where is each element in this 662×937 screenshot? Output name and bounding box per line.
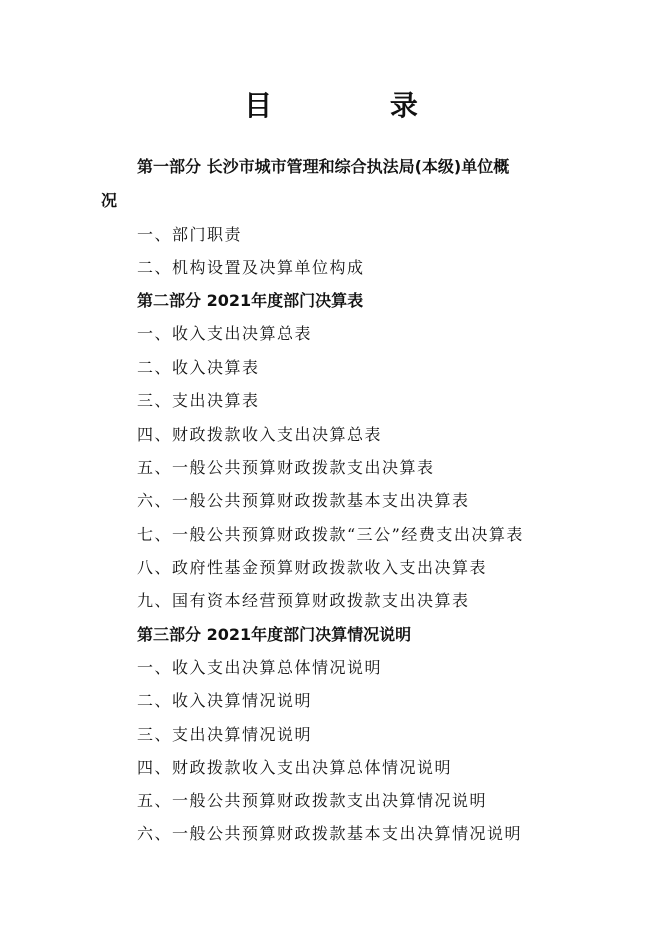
toc-item: 五、一般公共预算财政拨款支出决算情况说明 [137,791,488,810]
page-title: 目 录 [244,89,472,122]
toc-item: 二、收入决算情况说明 [137,691,313,710]
toc-item: 四、财政拨款收入支出决算总体情况说明 [137,758,453,777]
toc-item: 三、支出决算表 [137,391,260,410]
toc-item: 六、一般公共预算财政拨款基本支出决算表 [137,491,470,510]
toc-item: 五、一般公共预算财政拨款支出决算表 [137,458,435,477]
toc-item: 六、一般公共预算财政拨款基本支出决算情况说明 [137,824,523,843]
part3-heading: 第三部分 2021年度部门决算情况说明 [137,625,412,644]
toc-item: 三、支出决算情况说明 [137,725,313,744]
toc-item: 七、一般公共预算财政拨款“三公”经费支出决算表 [137,525,524,544]
toc-item: 二、机构设置及决算单位构成 [137,258,365,277]
part1-heading-line2: 况 [101,191,118,210]
toc-item: 一、收入支出决算总表 [137,324,313,343]
toc-item: 八、政府性基金预算财政拨款收入支出决算表 [137,558,488,577]
toc-item: 九、国有资本经营预算财政拨款支出决算表 [137,591,470,610]
toc-item: 二、收入决算表 [137,358,260,377]
toc-item: 一、收入支出决算总体情况说明 [137,658,383,677]
part2-heading: 第二部分 2021年度部门决算表 [137,291,364,310]
toc-item: 一、部门职责 [137,225,243,244]
toc-item: 四、财政拨款收入支出决算总表 [137,425,383,444]
part1-heading-line1: 第一部分 长沙市城市管理和综合执法局(本级)单位概 [137,157,510,176]
